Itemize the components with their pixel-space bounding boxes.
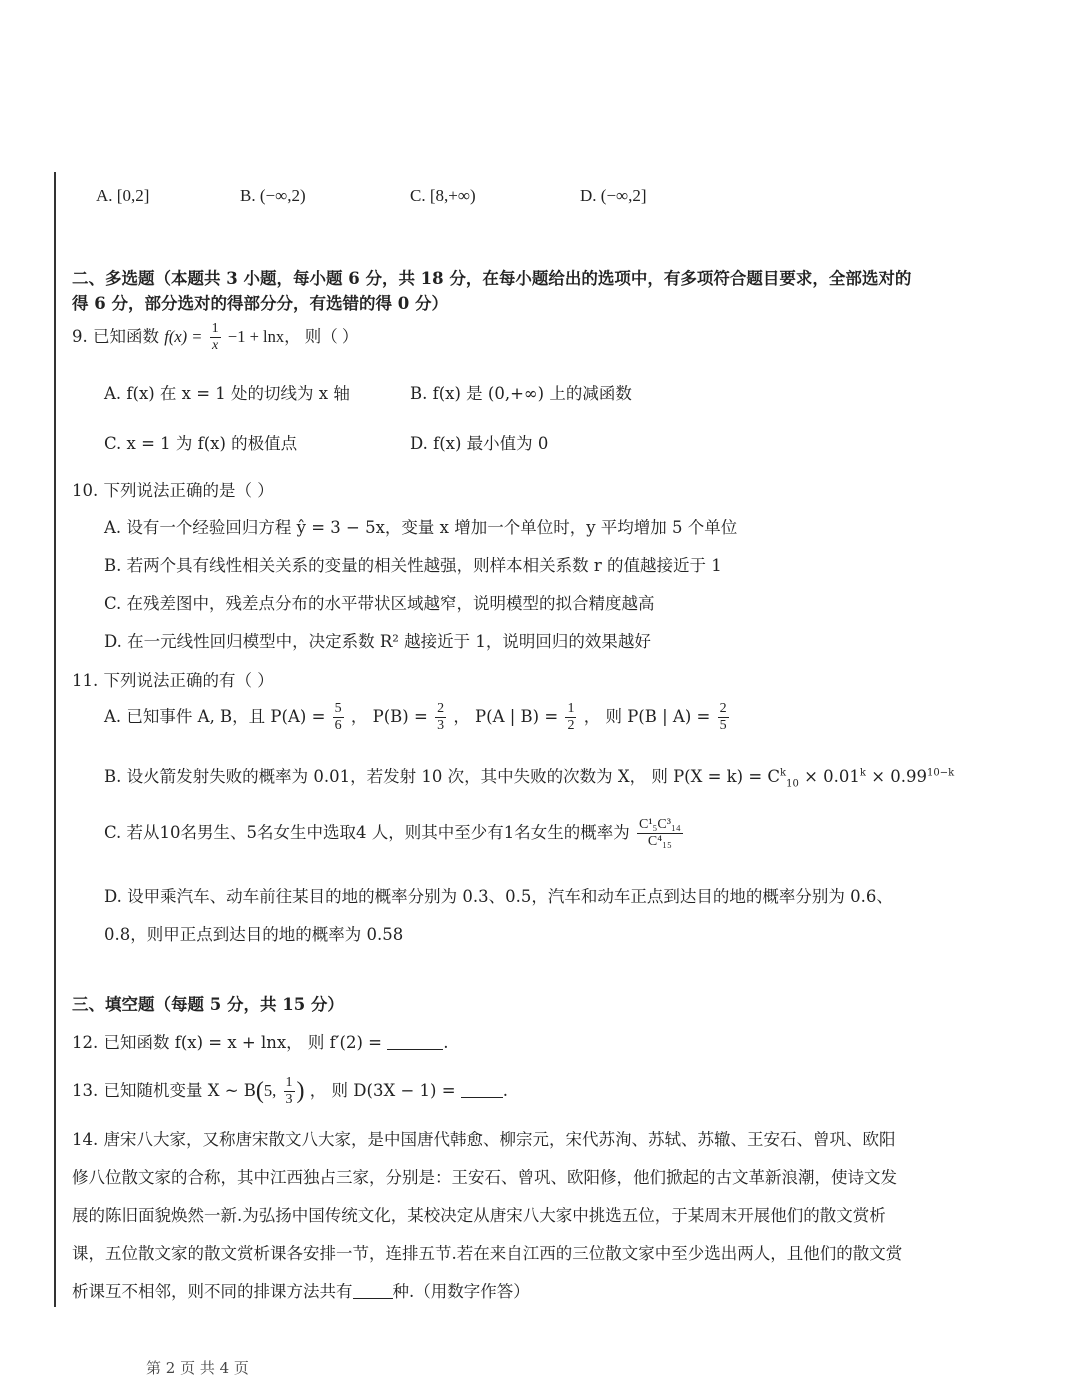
q9-frac-den: x [212,338,219,353]
q13 [72,1076,508,1107]
q11-b-sub: 10 [786,778,799,790]
q14-line3: 展的陈旧面貌焕然一新.为弘扬中国传统文化，某校决定从唐宋八大家中挑选五位，于某周末开展他们的散文赏析 [72,1206,886,1225]
q11-b-sup: k [780,767,787,779]
q9-stem-prefix: 9. 已知函数 [72,327,159,346]
q9-frac-num: 1 [211,321,219,336]
q14-line1: 14. 唐宋八大家，又称唐宋散文八大家，是中国唐代韩愈、柳宗元，宋代苏洵、苏轼、苏辙、王安石、曾巩、欧阳 [72,1130,896,1149]
q12-stem: 12. 已知函数 f(x) = x + lnx， 则 f′(2) = [72,1033,382,1052]
q13-inside: 5, [263,1081,277,1100]
left-margin-line [54,172,56,1307]
q11-option-b [104,763,954,789]
q10-stem: 10. 下列说法正确的是（ ） [72,481,274,500]
page-footer: 第 2 页 共 4 页 [146,1359,249,1377]
section3-title: 三、填空题（每题 5 分，共 15 分） [72,995,344,1014]
section2-title-line1: 二、多选题（本题共 3 小题，每小题 6 分，共 18 分，在每小题给出的选项中，有多项符合题目要求，全部选对的 [72,269,912,288]
q13-tail: ， 则 D(3X − 1) = [309,1081,456,1100]
q11-b-tail1: × 0.01 [798,767,860,786]
q11-b-tail-sup2: 10−k [927,767,955,779]
q11-a-frac3 [565,702,576,733]
q11-a-frac4-den: 5 [719,718,727,733]
q14-line5-suffix: 种.（用数字作答） [392,1282,530,1301]
q11-option-d-line2: 0.8，则甲正点到达目的地的概率为 0.58 [104,925,404,944]
q11-b-tail2: × 0.99 [865,767,928,786]
q11-c-frac-den: C⁴₁₅ [647,834,672,849]
q11-a-frac1-num: 5 [334,701,342,716]
q9-option-a: A. f(x) 在 x = 1 处的切线为 x 轴 [104,384,350,403]
q14-line5-prefix: 析课互不相邻，则不同的排课方法共有 [72,1282,353,1301]
q11-a-frac4 [718,702,729,733]
q8-option-d: D. (−∞,2] [580,186,647,205]
q11-a-frac2-den: 3 [437,718,445,733]
q11-a-mid2: ， P(A | B) = [453,707,559,726]
q11-b-tail-sup: k [859,767,866,779]
q11-stem: 11. 下列说法正确的有（ ） [72,671,274,690]
q9-option-b: B. f(x) 是 (0,+∞) 上的减函数 [410,384,632,403]
q13-frac-num: 1 [285,1075,293,1090]
q13-end: . [502,1081,509,1100]
q12 [72,1029,448,1053]
q13-lparen: ( [255,1078,264,1104]
q8-option-b: B. (−∞,2) [240,186,306,205]
q11-c-frac [637,818,683,849]
q14-line5 [72,1278,530,1302]
q13-fraction [284,1076,295,1107]
q11-a-mid1: ， P(B) = [350,707,428,726]
section2-title-line2: 得 6 分，部分选对的得部分分，有选错的得 0 分） [72,294,448,313]
q12-end: . [443,1033,449,1052]
q11-a-frac1 [333,702,344,733]
q13-rparen: ) [296,1078,305,1104]
q11-a-frac2-num: 2 [437,701,445,716]
q10-option-c: C. 在残差图中，残差点分布的水平带状区域越窄，说明模型的拟合精度越高 [104,594,655,613]
q11-c-frac-num: C¹₅C³₁₄ [639,817,681,832]
q10-option-d: D. 在一元线性回归模型中，决定系数 R² 越接近于 1，说明回归的效果越好 [104,632,651,651]
q12-answer-blank [387,1049,443,1050]
q9-option-c: C. x = 1 为 f(x) 的极值点 [104,434,298,453]
q14-line4: 课，五位散文家的散文赏析课各安排一节，连排五节.若在来自江西的三位散文家中至少选出两人，且他们的散文赏 [72,1244,903,1263]
q9-func: f(x) = [164,327,203,346]
q11-a-frac3-den: 2 [567,718,575,733]
q13-frac-den: 3 [285,1092,293,1107]
q11-option-a [104,702,731,733]
q11-a-frac3-num: 1 [567,701,575,716]
q13-answer-blank [461,1097,503,1098]
q11-a-frac2 [435,702,446,733]
q10-option-b: B. 若两个具有线性相关关系的变量的相关性越强，则样本相关系数 r 的值越接近于 1 [104,556,722,575]
q9-stem [72,322,358,353]
q11-a-frac1-den: 6 [334,718,342,733]
q8-option-a: A. [0,2] [96,186,150,205]
q9-fraction [210,322,221,353]
q11-a-frac4-num: 2 [719,701,727,716]
q10-option-a: A. 设有一个经验回归方程 ŷ = 3 − 5x，变量 x 增加一个单位时，y 平均增加 5 个单位 [104,518,738,537]
q13-prefix: 13. 已知随机变量 X ~ B [72,1081,256,1100]
q11-option-c [104,818,685,849]
q9-stem-tail: −1 + lnx， 则（ ） [227,327,359,346]
q11-a-mid3: ， 则 P(B | A) = [583,707,711,726]
q9-option-d: D. f(x) 最小值为 0 [410,434,549,453]
q11-c-prefix: C. 若从10名男生、5名女生中选取4 人，则其中至少有1名女生的概率为 [104,823,630,842]
q11-a-prefix: A. 已知事件 A, B，且 P(A) = [104,707,326,726]
q14-line2: 修八位散文家的合称，其中江西独占三家，分别是：王安石、曾巩、欧阳修，他们掀起的古文革新浪潮，使诗文发 [72,1168,897,1187]
q14-answer-blank [353,1298,393,1299]
q11-option-d-line1: D. 设甲乘汽车、动车前往某目的地的概率分别为 0.3、0.5，汽车和动车正点到达目的地的概率分别为 0.6、 [104,887,893,906]
q11-b-text: B. 设火箭发射失败的概率为 0.01，若发射 10 次，其中失败的次数为 X， 则 P(X = k) = C [104,767,781,786]
q8-option-c: C. [8,+∞) [410,186,476,205]
